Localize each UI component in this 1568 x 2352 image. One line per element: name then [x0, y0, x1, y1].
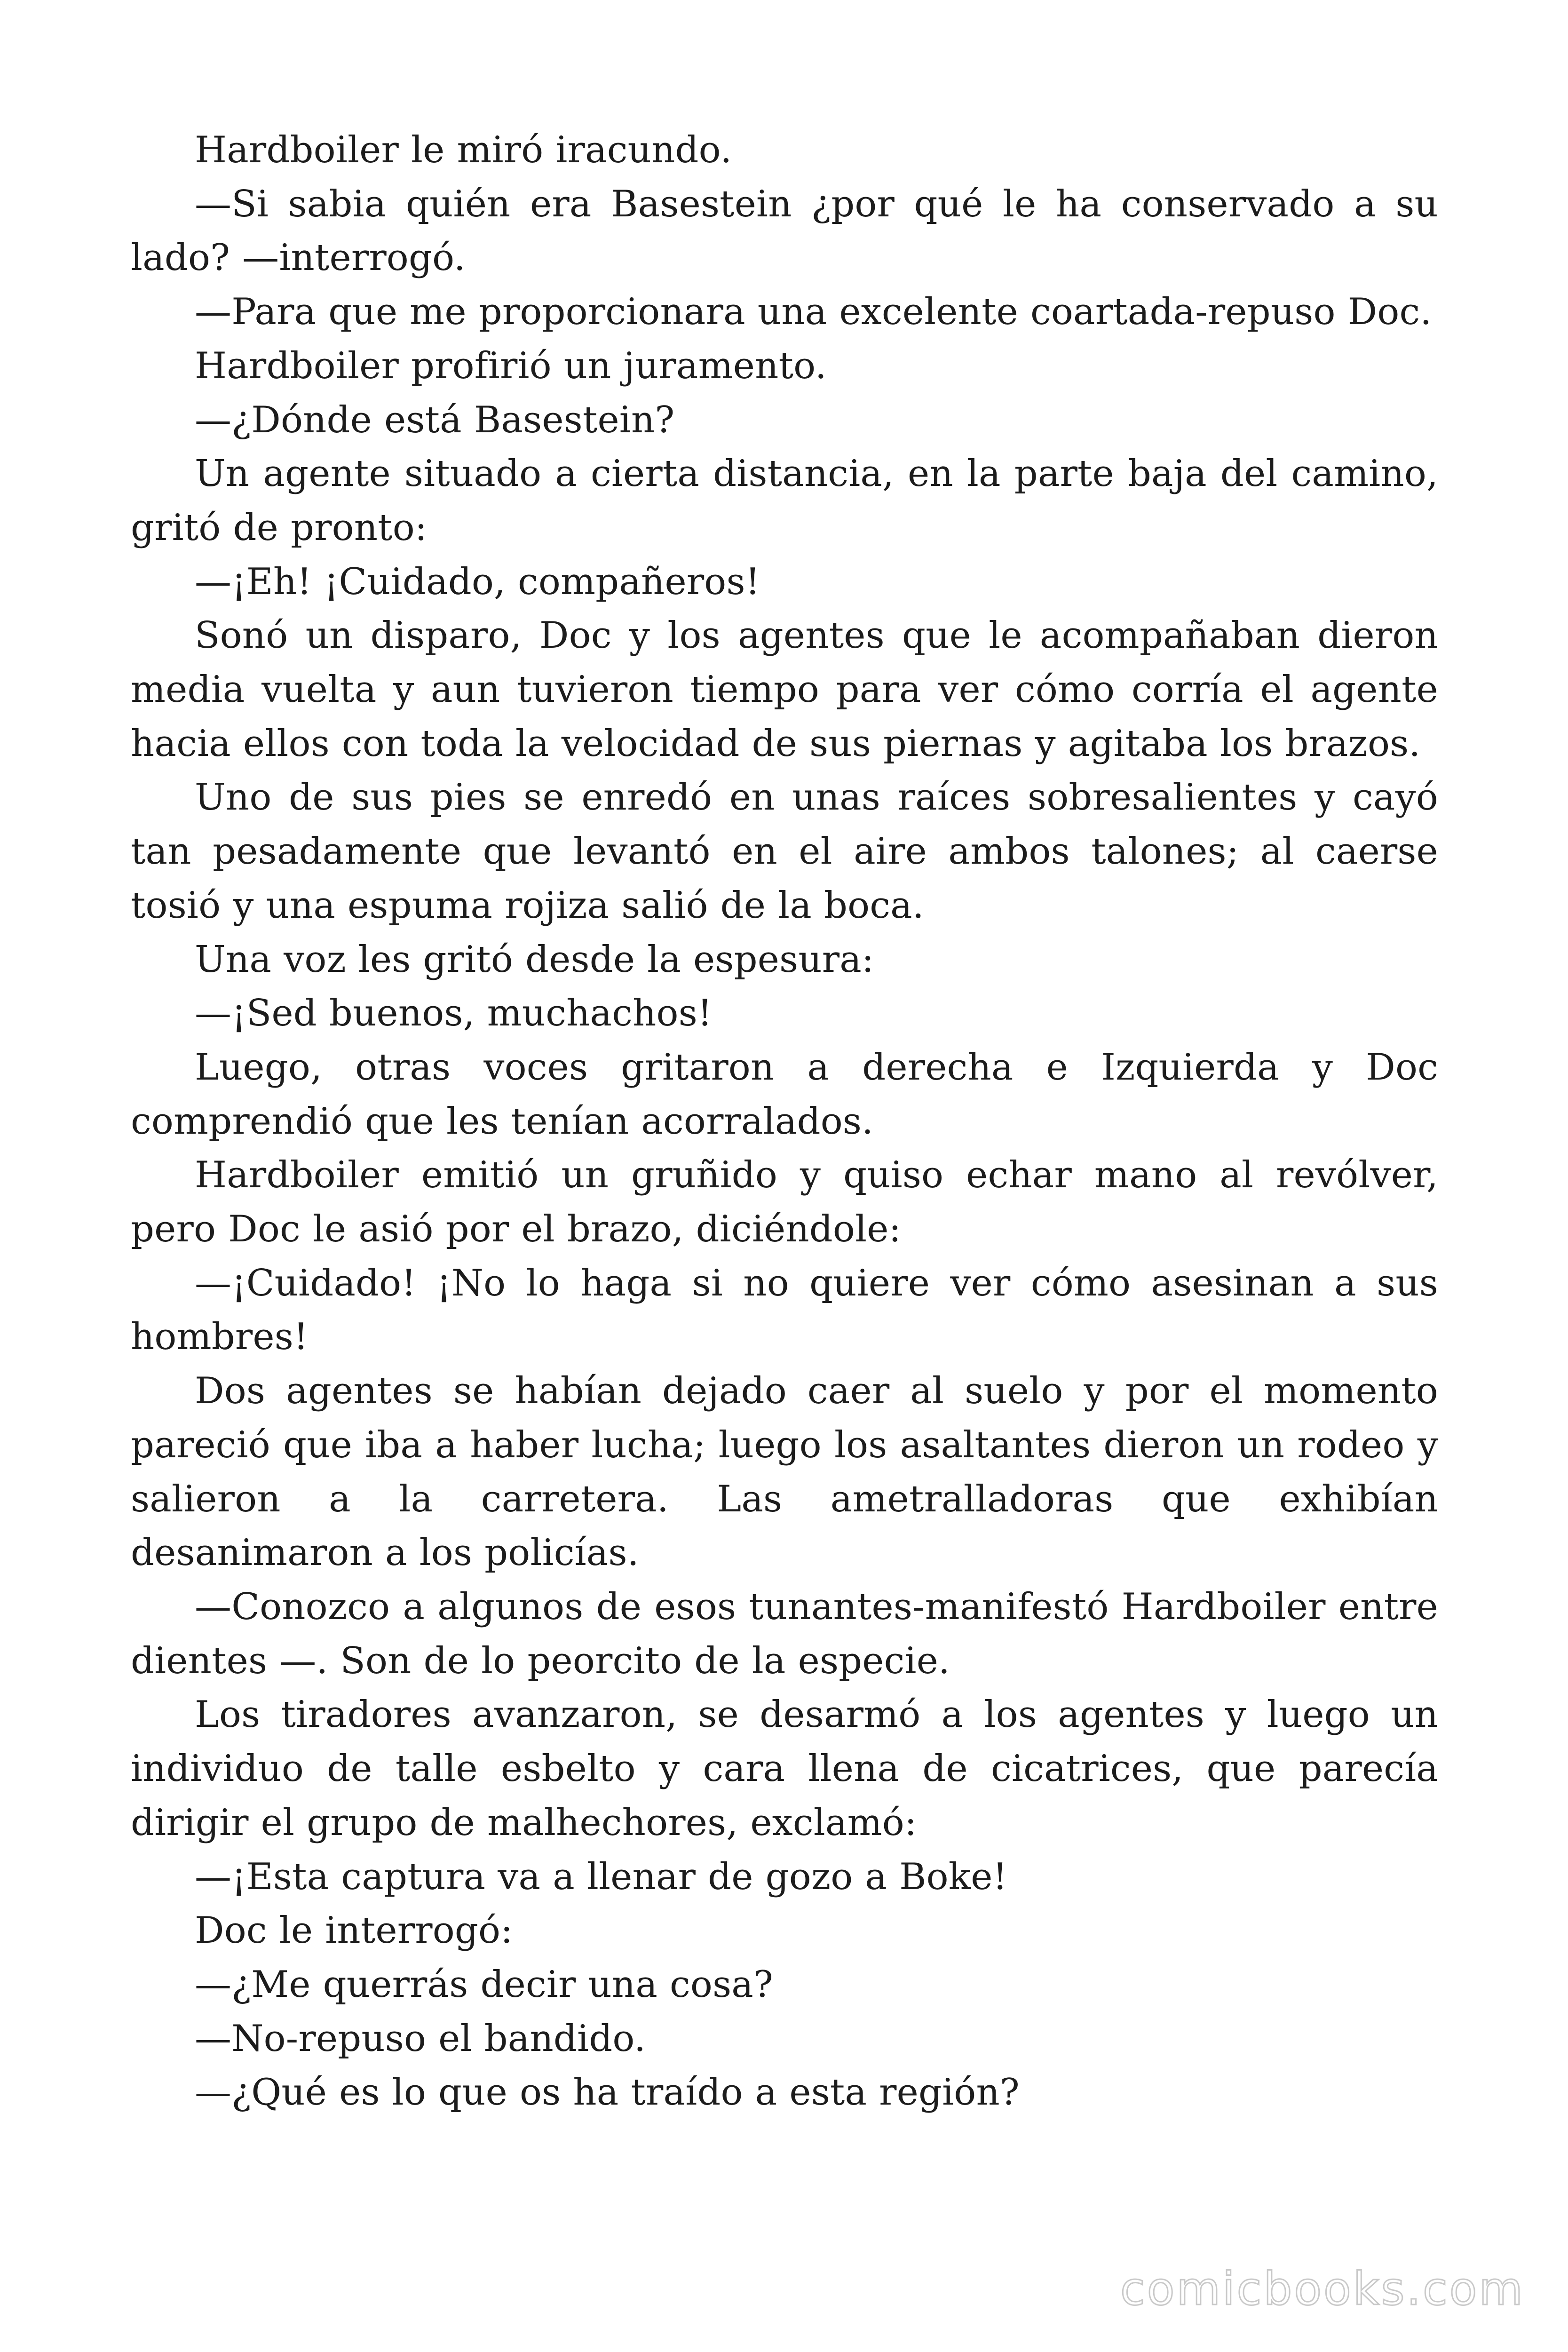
paragraph: —¿Me querrás decir una cosa?: [195, 1963, 774, 2006]
paragraph: Los tiradores avanzaron, se desarmó a los agentes y luego un individuo de talle esbelto y cara llena de cicatrices, que parecía dirigir el grupo de malhechores, exclamó:: [131, 1693, 1438, 1844]
paragraph: —Para que me proporcionara una excelente coartada-repuso Doc.: [195, 291, 1432, 334]
paragraph: —Si sabia quién era Basestein ¿por qué le ha conservado a su lado? —interrogó.: [131, 183, 1438, 279]
paragraph: Una voz les gritó desde la espesura:: [195, 938, 874, 981]
paragraph: —No-repuso el bandido.: [195, 2017, 646, 2060]
paragraph: —¿Dónde está Basestein?: [195, 398, 675, 441]
paragraph: —¡Sed buenos, muchachos!: [195, 992, 713, 1035]
paragraph: Un agente situado a cierta distancia, en la parte baja del camino, gritó de pronto:: [131, 453, 1438, 549]
paragraph: Dos agentes se habían dejado caer al suelo y por el momento pareció que iba a haber lucha; luego los asaltantes dieron un rodeo y salieron a la carretera. Las ametralladoras que exhibían desanimaron a los policías.: [131, 1370, 1438, 1574]
paragraph: —¡Eh! ¡Cuidado, compañeros!: [195, 560, 760, 603]
paragraph: —¡Esta captura va a llenar de gozo a Boke!: [195, 1855, 1008, 1898]
paragraph: Hardboiler profirió un juramento.: [195, 344, 827, 387]
watermark-text: comicbooks.com: [1120, 2263, 1525, 2315]
paragraph: —¿Qué es lo que os ha traído a esta región?: [195, 2071, 1020, 2114]
paragraph: Hardboiler le miró iracundo.: [195, 129, 732, 171]
paragraph: Uno de sus pies se enredó en unas raíces sobresalientes y cayó tan pesadamente que levantó en el aire ambos talones; al caerse tosió y una espuma rojiza salió de la boca.: [131, 776, 1438, 927]
paragraph: Sonó un disparo, Doc y los agentes que le acompañaban dieron media vuelta y aun tuvieron tiempo para ver cómo corría el agente hacia ellos con toda la velocidad de sus piernas y agitaba los brazos.: [131, 614, 1438, 765]
paragraph: Doc le interrogó:: [195, 1909, 513, 1952]
paragraph: —¡Cuidado! ¡No lo haga si no quiere ver cómo asesinan a sus hombres!: [131, 1262, 1438, 1359]
paragraph: Hardboiler emitió un gruñido y quiso echar mano al revólver, pero Doc le asió por el brazo, diciéndole:: [131, 1154, 1438, 1251]
body-text: [131, 123, 1438, 2120]
paragraph: Luego, otras voces gritaron a derecha e Izquierda y Doc comprendió que les tenían acorralados.: [131, 1046, 1438, 1143]
paragraph: —Conozco a algunos de esos tunantes-manifestó Hardboiler entre dientes —. Son de lo peorcito de la especie.: [131, 1585, 1438, 1682]
